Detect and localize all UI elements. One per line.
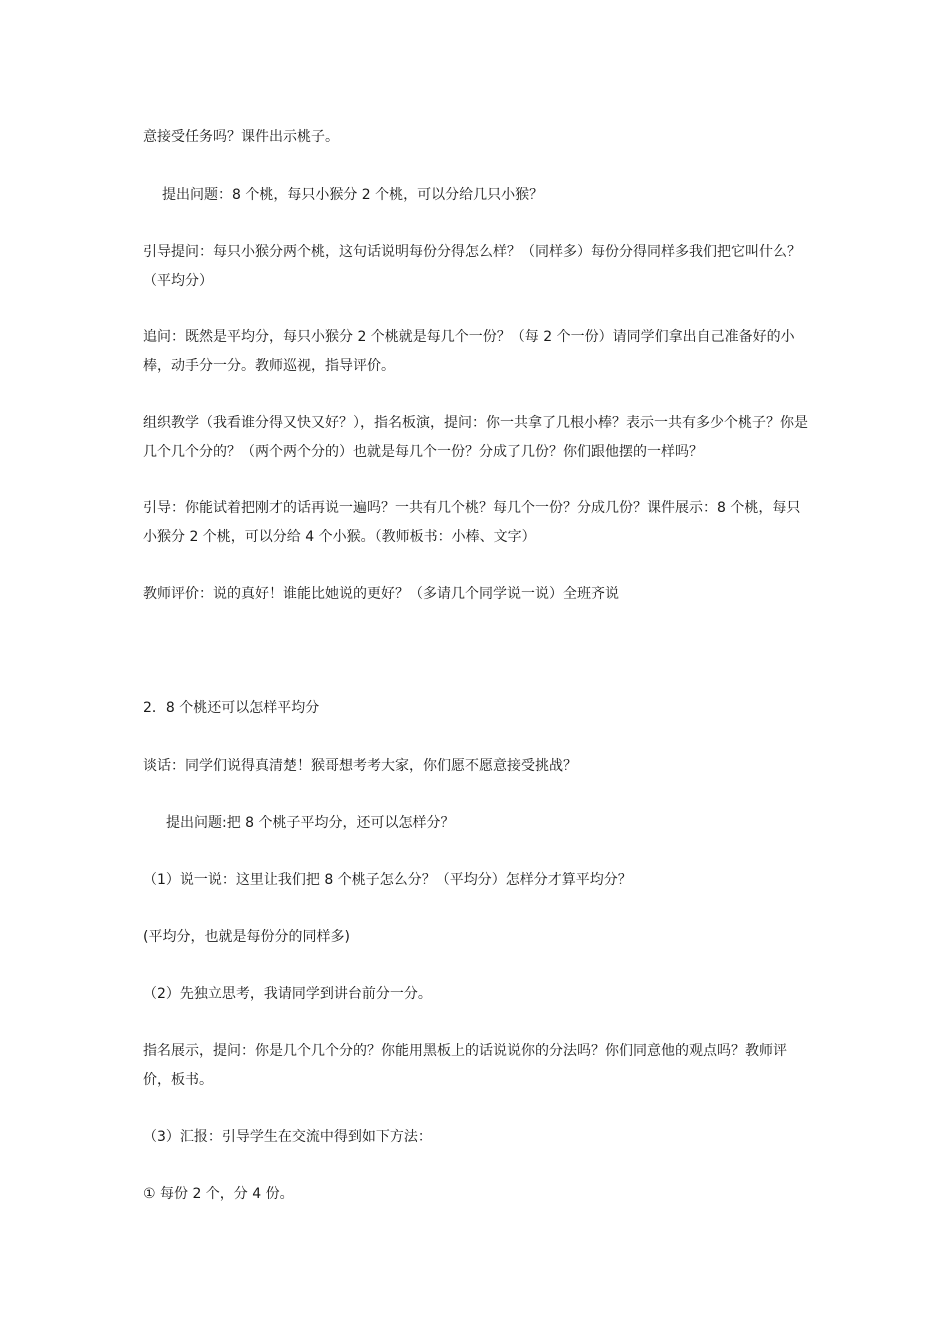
- paragraph-question-1: 提出问题：8 个桃，每只小猴分 2 个桃，可以分给几只小猴？: [162, 187, 544, 203]
- paragraph-step-1: （1）说一说：这里让我们把 8 个桃子怎么分？（平均分）怎样分才算平均分？: [143, 872, 632, 888]
- paragraph-step-2: （2）先独立思考，我请同学到讲台前分一分。: [143, 986, 432, 1002]
- paragraph-accept-task: 意接受任务吗？课件出示桃子。: [143, 129, 339, 145]
- paragraph-talk: 谈话：同学们说得真清楚！猴哥想考考大家，你们愿不愿意接受挑战？: [143, 758, 577, 774]
- paragraph-guide-question: 引导提问：每只小猴分两个桃，这句话说明每份分得怎么样？（同样多）每份分得同样多我们把它叫什么？（平均分）: [143, 244, 801, 289]
- paragraph-step-3: （3）汇报：引导学生在交流中得到如下方法：: [143, 1129, 432, 1145]
- paragraph-organize: 组织教学（我看谁分得又快又好？），指名板演，提问：你一共拿了几根小棒？表示一共有多少个桃子？你是几个几个分的？（两个两个分的）也就是每几个一份？分成了几份？你们跟他摆的一样吗？: [143, 415, 808, 460]
- paragraph-step-1-note: (平均分，也就是每份分的同样多): [143, 929, 350, 945]
- section-heading: 2．8 个桃还可以怎样平均分: [143, 700, 320, 716]
- paragraph-teacher-eval: 教师评价：说的真好！谁能比她说的更好？（多请几个同学说一说）全班齐说: [143, 586, 619, 602]
- paragraph-display: 指名展示，提问：你是几个几个分的？你能用黑板上的话说说你的分法吗？你们同意他的观点吗？教师评价，板书。: [143, 1043, 787, 1088]
- paragraph-guide: 引导：你能试着把刚才的话再说一遍吗？一共有几个桃？每几个一份？分成几份？课件展示：8 个桃，每只小猴分 2 个桃，可以分给 4 个小猴。（教师板书：小棒、文字）: [143, 500, 801, 545]
- paragraph-follow-up: 追问：既然是平均分，每只小猴分 2 个桃就是每几个一份？（每 2 个一份）请同学们拿出自己准备好的小棒，动手分一分。教师巡视，指导评价。: [143, 329, 795, 374]
- paragraph-method-1: ① 每份 2 个，分 4 份。: [143, 1186, 294, 1202]
- paragraph-question-2: 提出问题:把 8 个桃子平均分，还可以怎样分？: [166, 815, 455, 831]
